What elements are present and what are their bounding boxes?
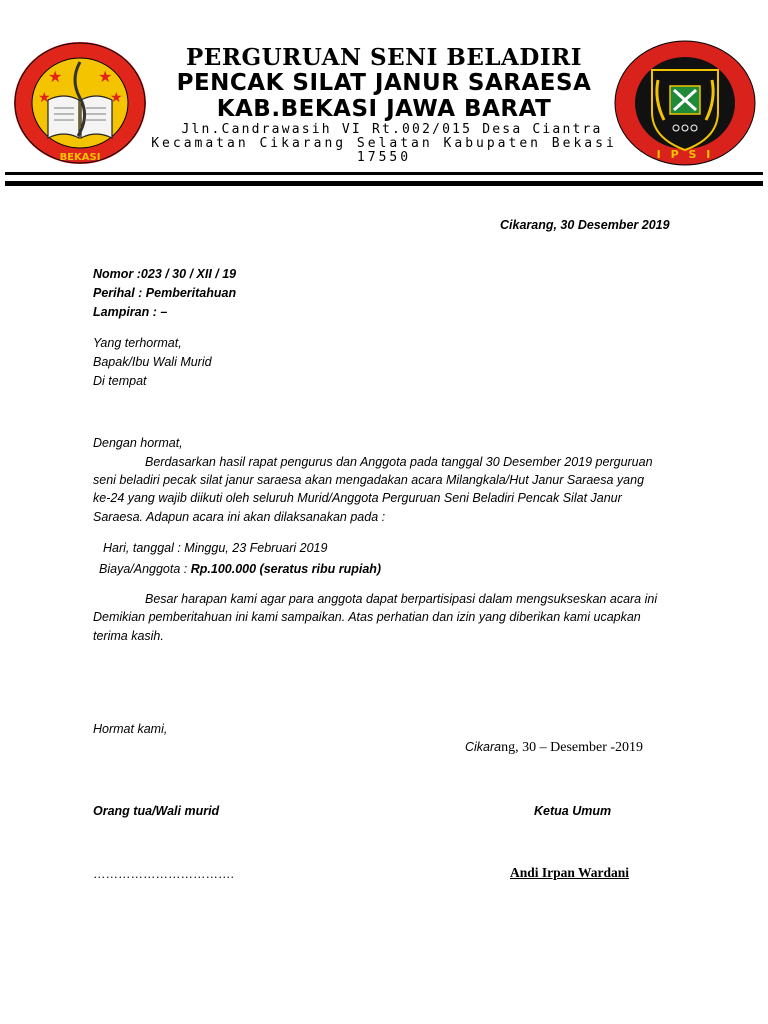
svg-text:★: ★ [48, 67, 63, 86]
left-logo-bottom-text: BEKASI [59, 152, 101, 163]
recipient-line-2: Bapak/Ibu Wali Murid [93, 355, 212, 369]
letterhead-line-1: PERGURUAN SENI BELADIRI [186, 44, 582, 71]
paragraph-1-line-4: Saraesa. Adapun acara ini akan dilaksanakan pada : [93, 510, 386, 524]
event-fee-label: Biaya/Anggota : [99, 562, 191, 576]
recipient-line-3: Di tempat [93, 374, 147, 388]
event-date: Hari, tanggal : Minggu, 23 Februari 2019 [103, 541, 328, 555]
paragraph-1-line-2: seni beladiri pecak silat janur saraesa akan mengadakan acara Milangkala/Hut Janur Saraesa yang [93, 473, 645, 487]
right-logo-bottom-text: I P S I [656, 148, 714, 161]
header-divider-thick [5, 181, 763, 186]
event-fee [99, 560, 381, 578]
paragraph-2-line-2: Demikian pemberitahuan ini kami sampaikan. Atas perhatian dan izin yang diberikan kami ucapkan [93, 610, 641, 624]
letterhead-line-3: KAB.BEKASI JAWA BARAT [216, 96, 552, 122]
closing-date [465, 740, 643, 756]
signer-left-line: ……………………………. [93, 867, 234, 881]
letter-number: Nomor :023 / 30 / XII / 19 [93, 267, 237, 281]
closing-date-rest: ng, 30 – Desember -2019 [501, 740, 644, 755]
recipient-line-1: Yang terhormat, [93, 336, 182, 350]
letter-attachment: Lampiran : – [93, 305, 168, 319]
paragraph-2-line-3: terima kasih. [93, 629, 164, 643]
signer-left-label: Orang tua/Wali murid [93, 804, 220, 818]
letter-subject: Perihal : Pemberitahuan [93, 286, 237, 300]
paragraph-2-line-1: Besar harapan kami agar para anggota dapat berpartisipasi dalam mengsukseskan acara ini [145, 592, 658, 606]
signer-right-label: Ketua Umum [534, 804, 612, 818]
greeting: Dengan hormat, [93, 436, 183, 450]
closing-hormat: Hormat kami, [93, 722, 168, 736]
event-fee-value: Rp.100.000 (seratus ribu rupiah) [190, 562, 382, 576]
closing-date-italic: Cikara [465, 740, 502, 754]
letterhead-line-2: PENCAK SILAT JANUR SARAESA [176, 70, 592, 96]
svg-text:★: ★ [110, 90, 123, 106]
paragraph-1-line-3: ke-24 yang wajib diikuti oleh seluruh Murid/Anggota Perguruan Seni Beladiri Pencak Silat Janur [93, 491, 622, 505]
svg-text:★: ★ [38, 90, 51, 106]
signer-right-name: Andi Irpan Wardani [510, 865, 630, 880]
letter-date: Cikarang, 30 Desember 2019 [500, 218, 670, 232]
paragraph-1-line-1: Berdasarkan hasil rapat pengurus dan Anggota pada tanggal 30 Desember 2019 perguruan [145, 455, 653, 469]
letterhead-address-3: 17550 [356, 150, 412, 165]
letterhead-address-1: Jln.Candrawasih VI Rt.002/015 Desa Ciantra [181, 122, 603, 137]
svg-text:★: ★ [98, 67, 113, 86]
header-divider-thin [5, 172, 763, 175]
letterhead-address-2: Kecamatan Cikarang Selatan Kabupaten Bekasi [151, 136, 617, 151]
